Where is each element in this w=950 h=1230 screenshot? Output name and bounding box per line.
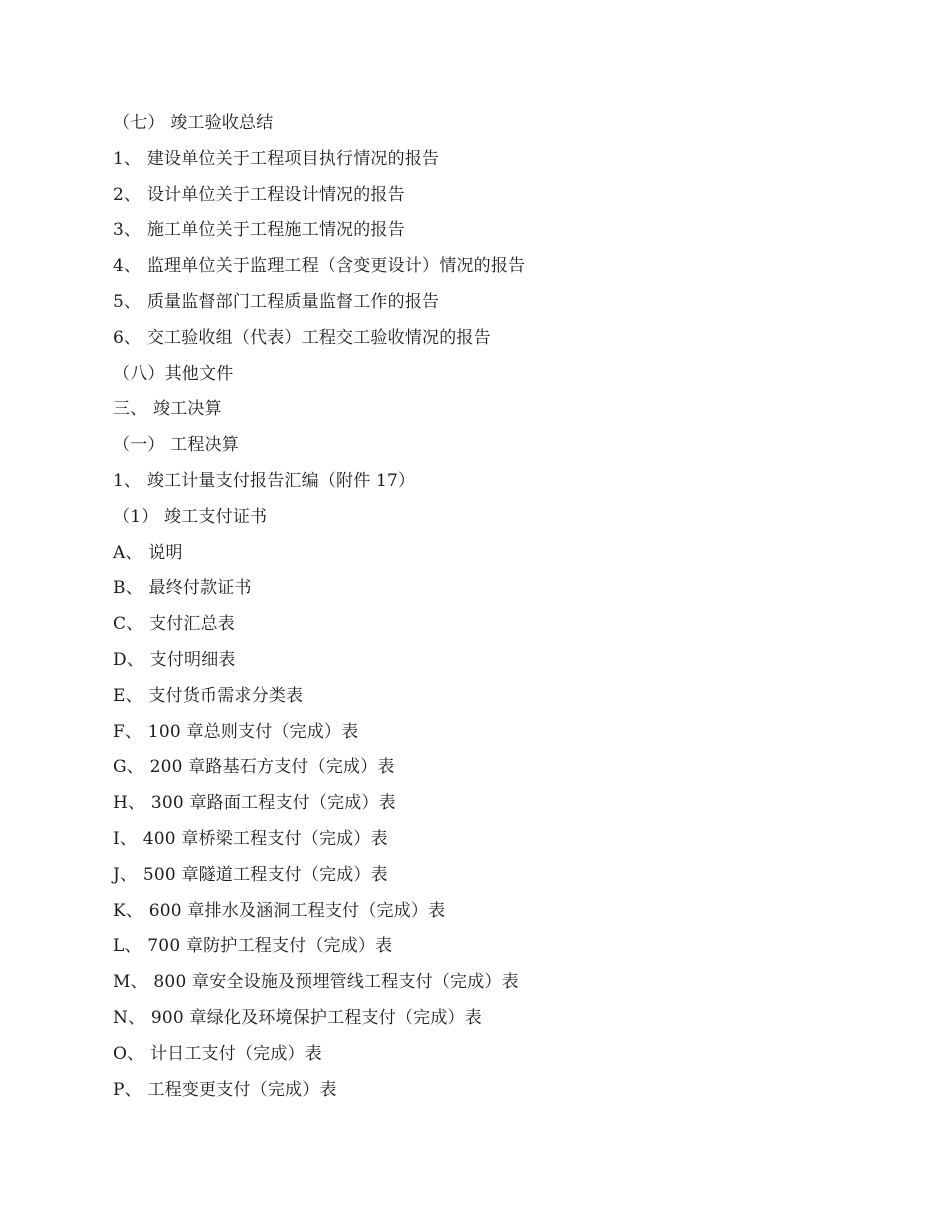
list-item: K、 600 章排水及涵洞工程支付（完成）表 [113, 900, 446, 921]
list-item: P、 工程变更支付（完成）表 [113, 1079, 337, 1100]
subsection-heading-payment-certificate: （1） 竣工支付证书 [113, 506, 268, 527]
list-item: 6、 交工验收组（代表）工程交工验收情况的报告 [113, 327, 491, 348]
list-item: G、 200 章路基石方支付（完成）表 [113, 757, 395, 778]
section-heading-project-accounts: （一） 工程决算 [113, 435, 240, 456]
list-item: O、 计日工支付（完成）表 [113, 1043, 322, 1064]
section-heading-other-files: （八）其他文件 [113, 363, 234, 384]
list-item: L、 700 章防护工程支付（完成）表 [113, 936, 393, 957]
list-item: F、 100 章总则支付（完成）表 [113, 721, 359, 742]
list-item: H、 300 章路面工程支付（完成）表 [113, 793, 396, 814]
list-item: B、 最终付款证书 [113, 578, 252, 599]
section-heading-final-accounts: 三、 竣工决算 [113, 399, 222, 420]
list-item: E、 支付货币需求分类表 [113, 685, 304, 706]
list-item: 2、 设计单位关于工程设计情况的报告 [113, 184, 405, 205]
list-item: 1、 建设单位关于工程项目执行情况的报告 [113, 148, 440, 169]
list-item: M、 800 章安全设施及预埋管线工程支付（完成）表 [113, 972, 519, 993]
section-heading-completion-summary: （七） 竣工验收总结 [113, 113, 274, 133]
list-item: 1、 竣工计量支付报告汇编（附件 17） [113, 470, 416, 491]
document-body [113, 106, 833, 1108]
list-item: D、 支付明细表 [113, 649, 236, 670]
list-item: N、 900 章绿化及环境保护工程支付（完成）表 [113, 1007, 482, 1028]
list-item: 5、 质量监督部门工程质量监督工作的报告 [113, 291, 440, 312]
list-item: 4、 监理单位关于监理工程（含变更设计）情况的报告 [113, 256, 526, 277]
list-item: 3、 施工单位关于工程施工情况的报告 [113, 220, 405, 241]
list-item: J、 500 章隧道工程支付（完成）表 [113, 864, 388, 885]
list-item: A、 说明 [113, 542, 183, 563]
list-item: I、 400 章桥梁工程支付（完成）表 [113, 828, 388, 849]
list-item: C、 支付汇总表 [113, 614, 236, 635]
